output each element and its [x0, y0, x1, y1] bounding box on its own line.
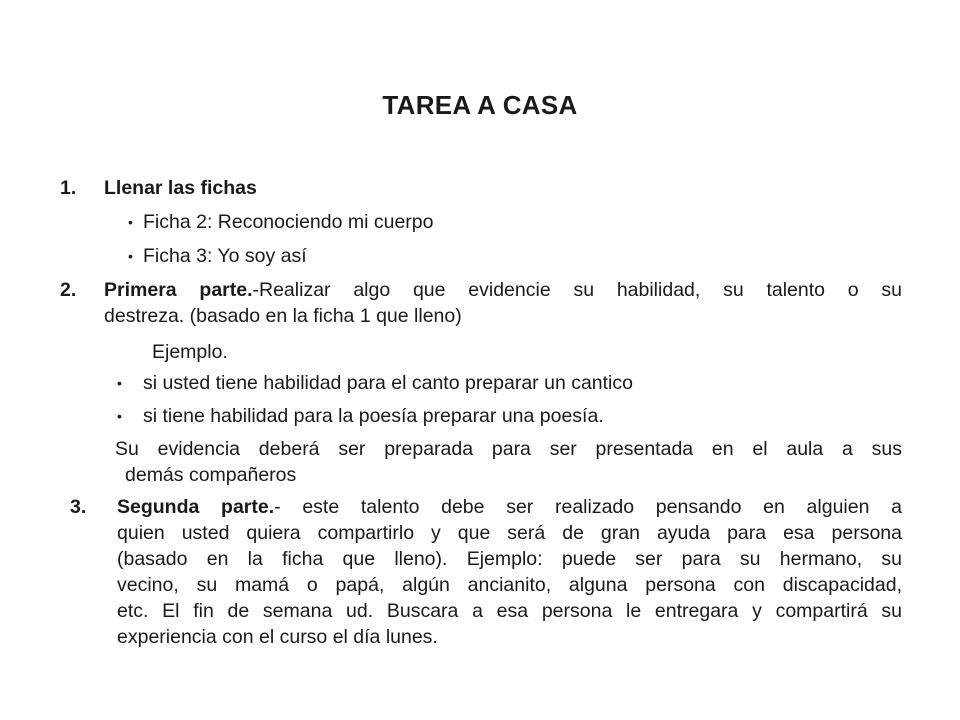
bullet-icon: •	[117, 375, 122, 391]
item-2-line-2: destreza. (basado en la ficha 1 que lleno)	[104, 305, 462, 327]
item-3-line-3: (basado en la ficha que lleno). Ejemplo: puede ser para su hermano, su	[117, 548, 902, 570]
item-3-paragraph	[117, 494, 902, 650]
item-1-bullet-1: Ficha 2: Reconociendo mi cuerpo	[143, 211, 434, 233]
item-1-bullet-2: Ficha 3: Yo soy así	[143, 245, 307, 267]
item-3-line-1-text: - este talento debe ser realizado pensando en alguien a	[274, 496, 902, 518]
item-2-bullet-1: si usted tiene habilidad para el canto preparar un cantico	[143, 372, 633, 394]
item-3-line-6: experiencia con el curso el día lunes.	[117, 626, 438, 648]
example-label: Ejemplo.	[152, 341, 228, 363]
slide-title: TAREA A CASA	[382, 90, 578, 120]
evidence-line-2: demás compañeros	[125, 464, 297, 486]
item-2-bullet-2: si tiene habilidad para la poesía preparar una poesía.	[143, 405, 604, 427]
bullet-icon: •	[128, 214, 133, 230]
item-2-number: 2.	[60, 279, 77, 301]
item-2-line-1	[104, 277, 902, 303]
item-3-number: 3.	[70, 496, 87, 518]
evidence-line-1: Su evidencia deberá ser preparada para ser presentada en el aula a sus	[115, 438, 902, 460]
item-3-line-2: quien usted quiera compartirlo y que será de gran ayuda para esa persona	[117, 522, 902, 544]
item-3-line-4: vecino, su mamá o papá, algún ancianito, alguna persona con discapacidad,	[117, 574, 902, 596]
bullet-icon: •	[128, 248, 133, 264]
evidence-paragraph	[115, 436, 902, 488]
item-3-line-5: etc. El fin de semana ud. Buscara a esa persona le entregara y compartirá su	[117, 600, 902, 622]
item-1-number: 1.	[60, 177, 77, 199]
bullet-icon: •	[117, 408, 122, 424]
item-2-line-1-text: -Realizar algo que evidencie su habilidad, su talento o su	[252, 279, 902, 301]
item-2-paragraph	[104, 277, 902, 329]
item-1-heading: Llenar las fichas	[104, 177, 257, 199]
item-3-line-1	[117, 494, 902, 520]
item-3-lead: Segunda parte.	[117, 496, 275, 518]
item-2-lead: Primera parte.	[104, 279, 253, 301]
